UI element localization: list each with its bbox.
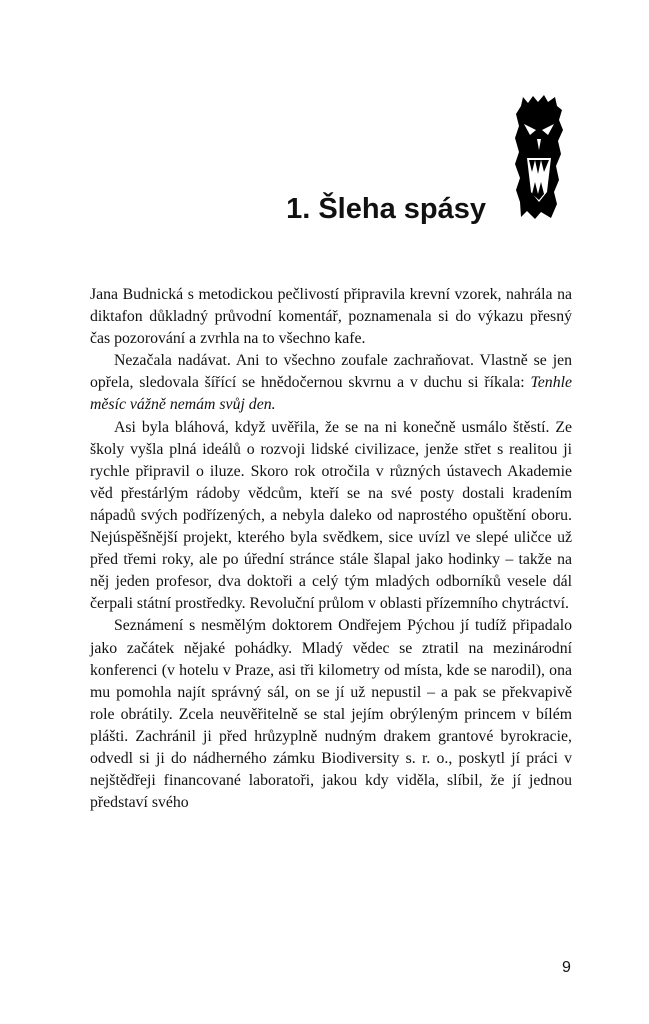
- paragraph-1: Jana Budnická s metodickou pečlivostí připravila krevní vzorek, nahrála na diktafon důkladný průvodní komentář, poznamenala si do výkazu přesný čas pozorování a zvrhla na to všechno kafe.: [90, 286, 572, 348]
- paragraph-2-text: Nezačala nadávat. Ani to všechno zoufale zachraňovat. Vlastně se jen opřela, sledovala šířící se hnědočernou skvrnu a v duchu si říkala:: [90, 352, 572, 392]
- demon-face-icon: [514, 94, 564, 220]
- paragraph-4: Seznámení s nesmělým doktorem Ondřejem Pýchou jí tudíž připadalo jako začátek nějaké pohádky. Mladý vědec se ztratil na mezinárodní konferenci (v hotelu v Praze, asi tři kilometry od místa, kde se narodil), ona mu pomohla najít správný sál, on se jí už nepustil – a pak se překvapivě role obrátily. Zcela neuvěřitelně se stal jejím obrýleným princem v bílém plášti. Zachránil ji před hrůzyplně nudným drakem grantové byrokracie, odvedl si ji do nádherného zámku Biodiversity s. r. o., poskytl jí práci v nejštědřeji financované laboratoři, jakou kdy viděla, slíbil, že jí jednou představí svého: [90, 617, 572, 812]
- chapter-title: 1. Šleha spásy: [286, 193, 486, 225]
- page-number: 9: [562, 959, 571, 976]
- paragraph-2: [90, 350, 572, 416]
- paragraph-3: Asi byla bláhová, když uvěřila, že se na ni konečně usmálo štěstí. Ze školy vyšla plná ideálů o rozvoji lidské civilizace, jenže střet s realitou ji rychle připravil o iluze. Skoro rok otročila v různých ústavech Akademie věd přestárlým rádoby vědcům, kteří se na své posty dostali kradením nápadů svých podřízených, a nebyla daleko od naprostého opuštění oboru. Nejúspěšnější projekt, kterého byla svědkem, sice uvízl ve slepé uličce už před třemi roky, ale po úřední stránce stále šlapal jako hodinky – takže na něj jeden profesor, dva doktoři a celý tým mladých odborníků vesele dál čerpali státní prostředky. Revoluční průlom v oblasti přízemního chytráctví.: [90, 418, 572, 613]
- paragraph-2-italic: Tenhle měsíc vážně nemám svůj den.: [90, 374, 572, 414]
- body-text: [90, 284, 572, 814]
